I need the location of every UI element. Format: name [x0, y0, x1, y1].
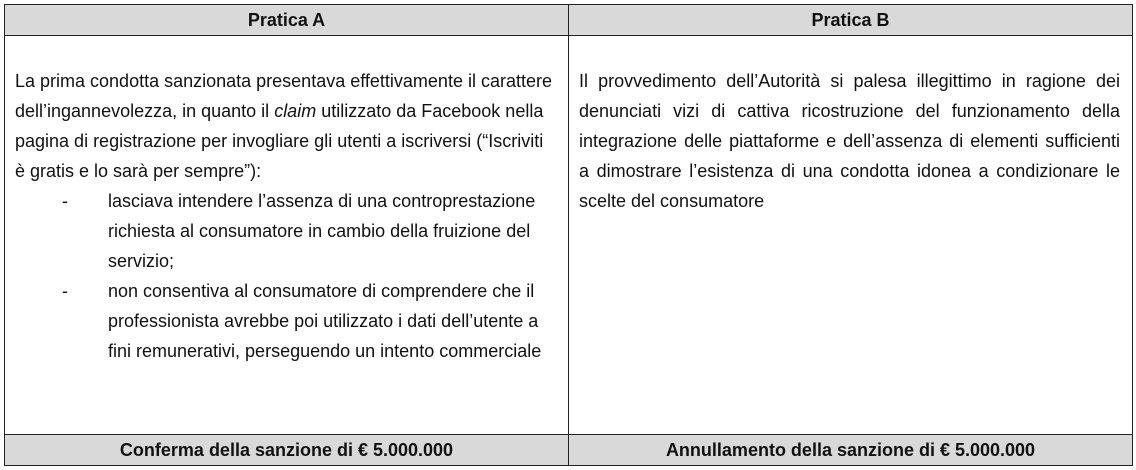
pratica-a-intro	[15, 66, 556, 186]
header-pratica-a: Pratica A	[5, 5, 569, 36]
bullet-dash: -	[62, 191, 68, 211]
content-row	[5, 36, 1133, 435]
header-pratica-b: Pratica B	[569, 5, 1133, 36]
list-item	[15, 276, 556, 366]
bullet-text: lasciava intendere l’assenza di una controprestazione richiesta al consumatore in cambio della fruizione del servizio;	[108, 191, 536, 271]
pratica-a-cell	[5, 36, 569, 435]
bullet-dash: -	[62, 281, 68, 301]
pratica-b-cell	[569, 36, 1133, 435]
claim-word: claim	[274, 101, 317, 121]
header-row	[5, 5, 1133, 36]
comparison-table	[4, 4, 1133, 466]
pratica-a-intro-part-2: utilizzato da Facebook nella pagina di registrazione per invogliare gli utenti a iscriversi (“Iscriviti è gratis e lo sarà per sempre”):	[15, 101, 544, 181]
pratica-a-intro-part-1: La prima condotta sanzionata presentava effettivamente il carattere dell’ingannevolezza, in quanto il	[15, 71, 552, 121]
pratica-b-text: Il provvedimento dell’Autorità si palesa illegittimo in ragione dei denunciati vizi di cattiva ricostruzione del funzionamento della integrazione delle piattaforme e dell’assenza di elementi sufficienti a dimostrare l’esistenza di una condotta idonea a condizionare le scelte del consumatore	[579, 71, 1120, 211]
footer-row	[5, 435, 1133, 466]
bullet-text: non consentiva al consumatore di comprendere che il professionista avrebbe poi utilizzato i dati dell’utente a fini remunerativi, perseguendo un intento commerciale	[108, 281, 542, 361]
footer-pratica-b: Annullamento della sanzione di € 5.000.000	[569, 435, 1133, 466]
footer-pratica-a: Conferma della sanzione di € 5.000.000	[5, 435, 569, 466]
pratica-a-bullet-list	[15, 186, 556, 366]
list-item	[15, 186, 556, 276]
